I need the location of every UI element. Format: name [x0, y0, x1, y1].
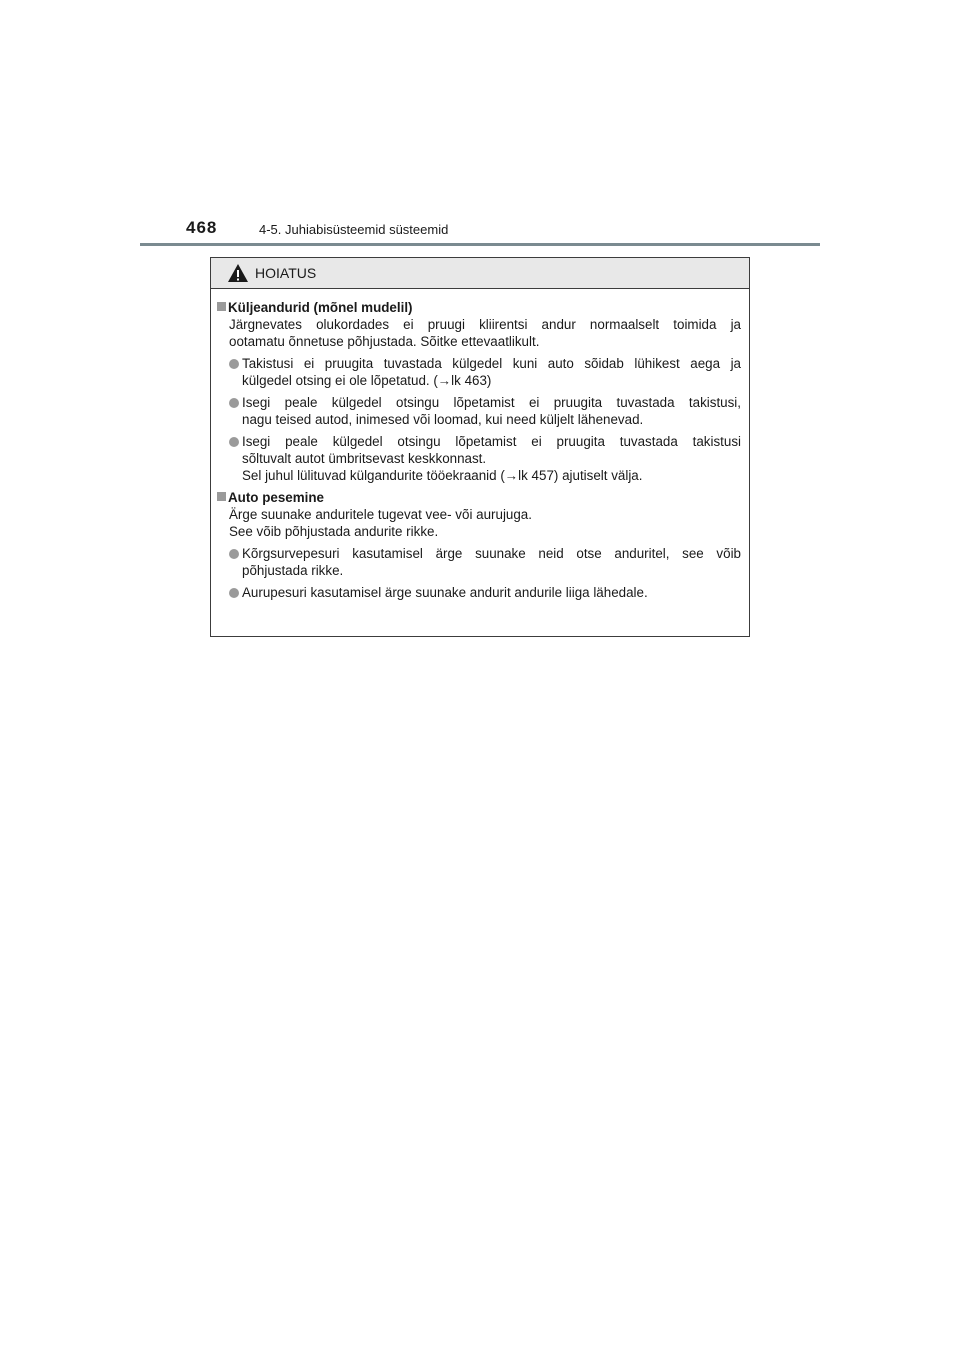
bullet-line: sõltuvalt autot ümbritsevast keskkonnast. — [242, 451, 487, 466]
bullet-line: Sel juhul lülituvad külgandurite tööekraanid (→lk 457) ajutiselt välja. — [242, 468, 643, 483]
section-title-side-sensors: Küljeandurid (mõnel mudelil) — [228, 300, 413, 315]
warning-header — [211, 258, 749, 289]
warning-box — [210, 257, 750, 637]
round-bullet-icon — [229, 398, 239, 408]
round-bullet-icon — [229, 359, 239, 369]
section-title: 4-5. Juhiabisüsteemid süsteemid — [259, 222, 449, 237]
round-bullet-icon — [229, 549, 239, 559]
intro-line: See võib põhjustada andurite rikke. — [229, 524, 439, 539]
section-title-car-wash: Auto pesemine — [228, 490, 324, 505]
bullet-line: põhjustada rikke. — [242, 563, 344, 578]
page-header — [140, 214, 820, 250]
intro-line: Järgnevates olukordades ei pruugi kliirentsi andur normaalselt toimida ja — [229, 317, 741, 332]
bullet-line: Aurupesuri kasutamisel ärge suunake andurit andurile liiga lähedale. — [242, 585, 648, 600]
section-heading — [217, 299, 741, 316]
intro-line: Ärge suunake anduritele tugevat vee- või aurujuga. — [229, 507, 532, 522]
section-intro — [217, 506, 741, 540]
round-bullet-icon — [229, 588, 239, 598]
list-item — [217, 394, 741, 428]
bullet-line: Isegi peale külgedel otsingu lõpetamist ei pruugita tuvastada takistusi — [242, 434, 741, 449]
list-item — [217, 433, 741, 484]
square-bullet-icon — [217, 302, 226, 311]
list-item — [217, 584, 741, 601]
warning-triangle-icon — [227, 263, 249, 283]
bullet-line: nagu teised autod, inimesed või loomad, kui need küljelt lähenevad. — [242, 412, 644, 427]
header-rule — [140, 243, 820, 246]
section-intro — [217, 316, 741, 350]
warning-body — [211, 289, 749, 601]
section-heading — [217, 489, 741, 506]
square-bullet-icon — [217, 492, 226, 501]
list-item — [217, 545, 741, 579]
bullet-line: Kõrgsurvepesuri kasutamisel ärge suunake neid otse anduritel, see võib — [242, 546, 741, 561]
warning-label: HOIATUS — [255, 265, 317, 281]
bullet-line: Takistusi ei pruugita tuvastada külgedel kuni auto sõidab lühikest aega ja — [242, 356, 741, 371]
page-number: 468 — [186, 218, 218, 237]
list-item — [217, 355, 741, 389]
intro-line: ootamatu õnnetuse põhjustada. Sõitke ettevaatlikult. — [229, 334, 540, 349]
round-bullet-icon — [229, 437, 239, 447]
bullet-line: Isegi peale külgedel otsingu lõpetamist ei pruugita tuvastada takistusi, — [242, 395, 741, 410]
bullet-line: külgedel otsing ei ole lõpetatud. (→lk 463) — [242, 373, 492, 388]
